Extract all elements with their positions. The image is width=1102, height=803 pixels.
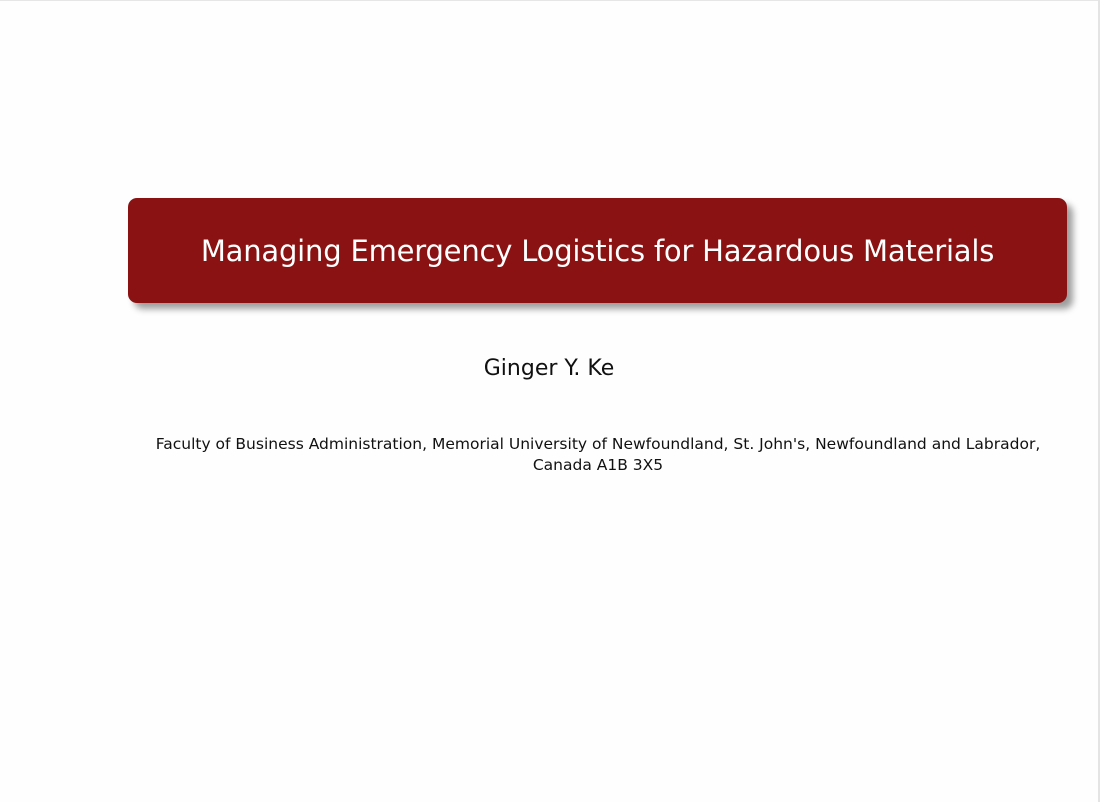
author-affiliation: Faculty of Business Administration, Memorial University of Newfoundland, St. John's, Newfoundland and Labrador, Canada A1B 3X5 [155, 435, 1041, 474]
title-box [128, 198, 1067, 303]
author-name: Ginger Y. Ke [483, 356, 615, 381]
slide-title: Managing Emergency Logistics for Hazardous Materials [200, 233, 995, 268]
